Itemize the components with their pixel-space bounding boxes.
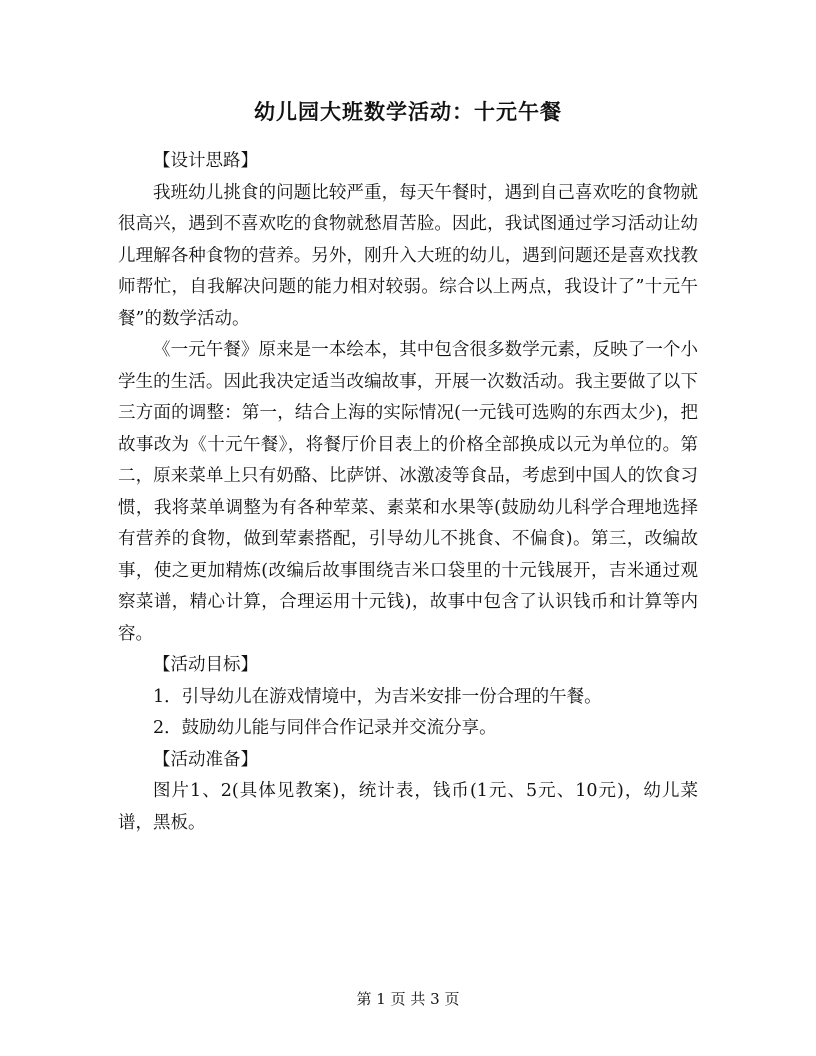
section-heading-design-idea: 【设计思路】 — [153, 151, 258, 171]
paragraph-design-idea: 我班幼儿挑食的问题比较严重，每天午餐时，遇到自己喜欢吃的食物就很高兴，遇到不喜欢吃的食物就愁眉苦脸。因此，我试图通过学习活动让幼儿理解各种食物的营养。另外，刚升入大班的幼儿，遇到问题还是喜欢找教师帮忙，自我解决问题的能力相对较弱。综合以上两点，我设计了”十元午餐”的数学活动。 — [118, 182, 698, 329]
document-body — [118, 146, 698, 839]
paragraph-adaptation: 《一元午餐》原来是一本绘本，其中包含很多数学元素，反映了一个小学生的生活。因此我决定适当改编故事，开展一次数活动。我主要做了以下三方面的调整：第一，结合上海的实际情况(一元钱可选购的东西太少)，把故事改为《十元午餐》，将餐厅价目表上的价格全部换成以元为单位的。第二，原来菜单上只有奶酪、比萨饼、冰激凌等食品，考虑到中国人的饮食习惯，我将菜单调整为有各种荤菜、素菜和水果等(鼓励幼儿科学合理地选择有营养的食物，做到荤素搭配，引导幼儿不挑食、不偏食)。第三，改编故事，使之更加精炼(改编后故事围绕吉米口袋里的十元钱展开，吉米通过观察菜谱，精心计算，合理运用十元钱)，故事中包含了认识钱币和计算等内容。 — [118, 340, 698, 644]
goal-item-2: 2．鼓励幼儿能与同伴合作记录并交流分享。 — [153, 718, 497, 738]
section-heading-preparation: 【活动准备】 — [153, 749, 258, 770]
goal-item-1: 1．引导幼儿在游戏情境中，为吉米安排一份合理的午餐。 — [153, 686, 602, 707]
document-title: 幼儿园大班数学活动：十元午餐 — [254, 99, 562, 124]
page-footer: 第 1 页 共 3 页 — [356, 990, 460, 1008]
paragraph-preparation: 图片1、2(具体见教案)，统计表，钱币(1元、5元、10元)，幼儿菜谱，黑板。 — [118, 781, 698, 833]
section-heading-goals: 【活动目标】 — [153, 655, 258, 675]
